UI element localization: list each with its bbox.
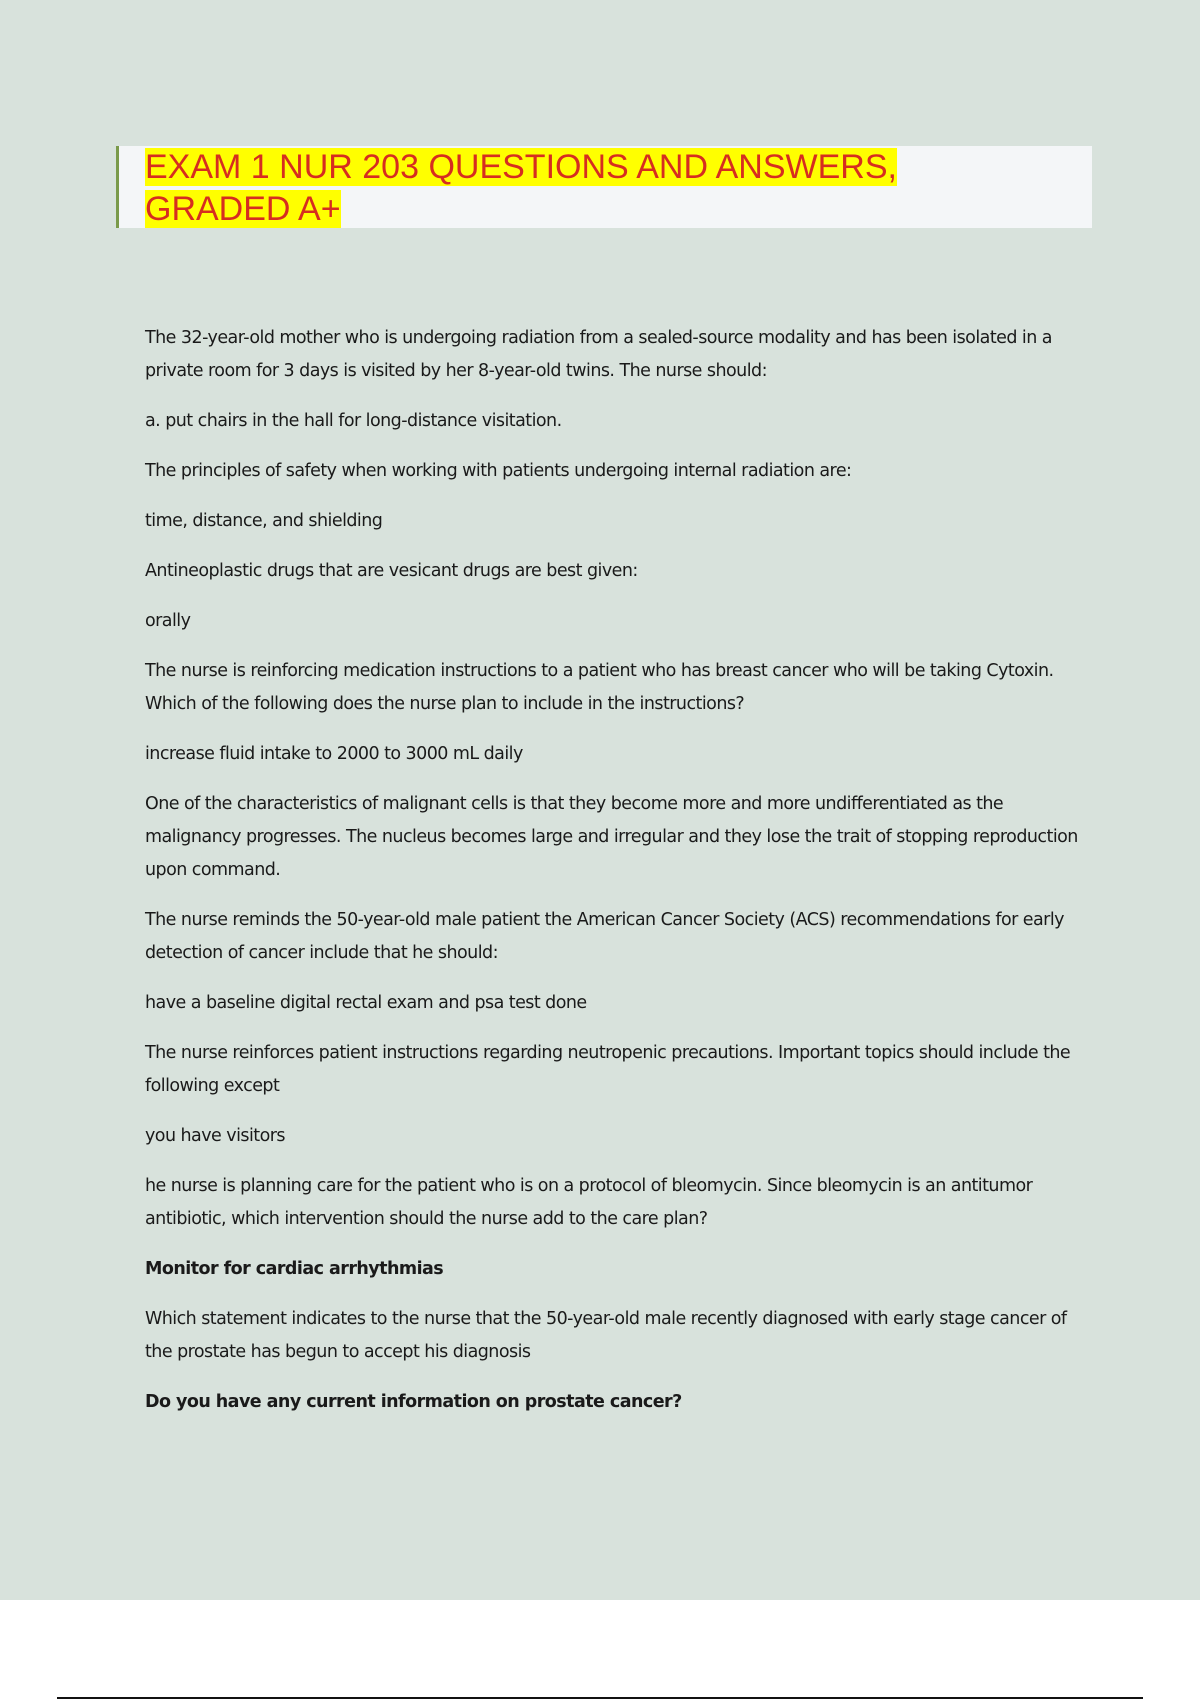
body-paragraph: The nurse is reinforcing medication instructions to a patient who has breast cancer who will be taking Cytoxin. Which of the following does the nurse plan to include in the instructions? <box>145 661 1054 714</box>
answer-paragraph-bold: Do you have any current information on prostate cancer? <box>145 1392 682 1412</box>
body-paragraph: One of the characteristics of malignant cells is that they become more and more undifferentiated as the malignancy progresses. The nucleus becomes large and irregular and they lose the trait of stopping reproduction upon command. <box>145 794 1078 880</box>
body-paragraph: The 32-year-old mother who is undergoing radiation from a sealed-source modality and has been isolated in a private room for 3 days is visited by her 8-year-old twins. The nurse should: <box>145 328 1052 381</box>
body-paragraph: The nurse reinforces patient instructions regarding neutropenic precautions. Important topics should include the following except <box>145 1043 1071 1096</box>
answer-paragraph-bold: Monitor for cardiac arrhythmias <box>145 1259 444 1279</box>
body-paragraph: orally <box>145 611 191 631</box>
document-body <box>145 322 1085 1436</box>
title-accent-bar <box>116 146 119 228</box>
body-paragraph: increase fluid intake to 2000 to 3000 mL daily <box>145 744 523 764</box>
body-paragraph: Antineoplastic drugs that are vesicant drugs are best given: <box>145 561 638 581</box>
footer-rule <box>57 1697 1143 1699</box>
body-paragraph: The nurse reminds the 50-year-old male patient the American Cancer Society (ACS) recommendations for early detection of cancer include that he should: <box>145 910 1064 963</box>
body-paragraph: you have visitors <box>145 1126 285 1146</box>
title-line-1: EXAM 1 NUR 203 QUESTIONS AND ANSWERS, <box>145 148 897 186</box>
body-paragraph: he nurse is planning care for the patient who is on a protocol of bleomycin. Since bleomycin is an antitumor antibiotic, which intervention should the nurse add to the care plan? <box>145 1176 1033 1229</box>
body-paragraph: a. put chairs in the hall for long-distance visitation. <box>145 411 562 431</box>
title-block <box>116 146 1092 228</box>
body-paragraph: have a baseline digital rectal exam and psa test done <box>145 993 587 1013</box>
body-paragraph: Which statement indicates to the nurse that the 50-year-old male recently diagnosed with early stage cancer of the prostate has begun to accept his diagnosis <box>145 1309 1067 1362</box>
title-line-2: GRADED A+ <box>145 190 341 228</box>
document-title <box>145 146 1025 230</box>
body-paragraph: time, distance, and shielding <box>145 511 383 531</box>
body-paragraph: The principles of safety when working with patients undergoing internal radiation are: <box>145 461 852 481</box>
